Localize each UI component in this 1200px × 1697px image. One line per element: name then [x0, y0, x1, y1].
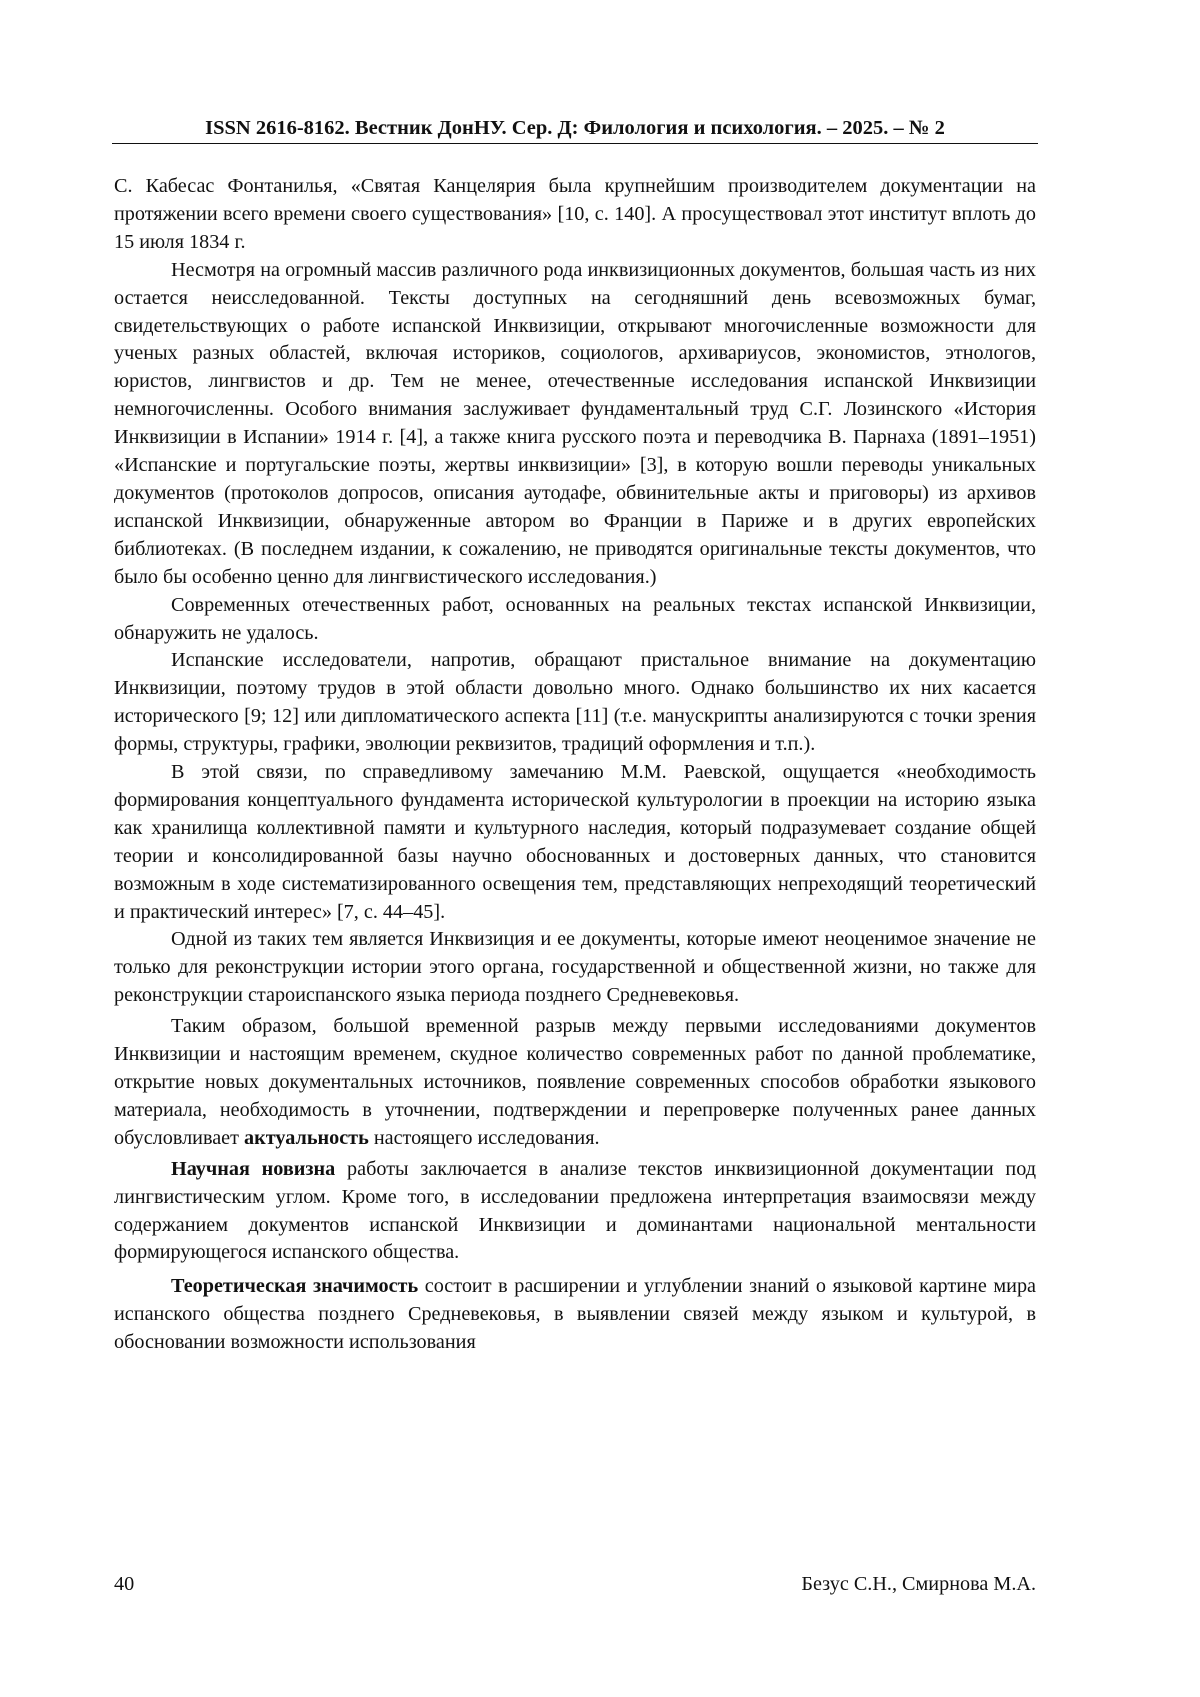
body-paragraph: С. Кабесас Фонтанилья, «Святая Канцелярия была крупнейшим производителем документации на протяжении всего времени своего существования» [10, с. 140]. А просуществовал этот институт вплоть до 15 июля 1834 г.	[114, 175, 1036, 253]
bold-term: Теоретическая значимость	[171, 1275, 419, 1298]
running-header: ISSN 2616-8162. Вестник ДонНУ. Сер. Д: Филология и психология. – 2025. – № 2	[205, 117, 945, 139]
page-number: 40	[114, 1573, 135, 1595]
body-paragraph: Современных отечественных работ, основанных на реальных текстах испанской Инквизиции, обнаружить не удалось.	[114, 593, 1036, 644]
bold-term: Научная новизна	[171, 1157, 336, 1180]
article-body	[114, 173, 1036, 1357]
body-paragraph	[114, 1013, 1036, 1153]
bold-term: актуальность	[244, 1126, 369, 1149]
paragraph-text: состоит в расширении и углублении знаний о языковой картине мира испанского общества позднего Средневековья, в выявлении связей между языком и культурой, в обосновании возможности использования	[114, 1275, 1036, 1354]
body-paragraph: Несмотря на огромный массив различного рода инквизиционных документов, большая часть из них остается неисследованной. Тексты доступных на сегодняшний день всевозможных бумаг, свидетельствующих о работе испанской Инквизиции, открывают многочисленные возможности для ученых разных областей, включая историков, социологов, архивариусов, экономистов, этнологов, юристов, лингвистов и др. Тем не менее, отечественные исследования испанской Инквизиции немногочисленны. Особого внимания заслуживает фундаментальный труд С.Г. Лозинского «История Инквизиции в Испании» 1914 г. [4], а также книга русского поэта и переводчика В. Парнаха (1891–1951) «Испанские и португальские поэты, жертвы инквизиции» [3], в которую вошли переводы уникальных документов (протоколов допросов, описания аутодафе, обвинительные акты и приговоры) из архивов испанской Инквизиции, обнаруженные автором во Франции в Париже и в других европейских библиотеках. (В последнем издании, к сожалению, не приводятся оригинальные тексты документов, что было бы особенно ценно для лингвистического исследования.)	[114, 258, 1036, 588]
body-paragraph	[114, 1156, 1036, 1268]
body-paragraph: В этой связи, по справедливому замечанию М.М. Раевской, ощущается «необходимость формирования концептуального фундамента исторической культурологии в проекции на историю языка как хранилища коллективной памяти и культурного наследия, который подразумевает создание общей теории и консолидированной базы научно обоснованных и достоверных данных, что становится возможным в ходе систематизированного освещения тем, представляющих непреходящий теоретический и практический интерес» [7, с. 44–45].	[114, 761, 1036, 923]
paragraph-text: работы заключается в анализе текстов инквизиционной документации под лингвистическим углом. Кроме того, в исследовании предложена интерпретация взаимосвязи между содержанием документов испанской Инквизиции и доминантами национальной ментальности формирующегося испанского общества.	[114, 1157, 1036, 1264]
body-paragraph	[114, 1273, 1036, 1357]
header-divider	[112, 143, 1038, 144]
body-paragraph: Одной из таких тем является Инквизиция и ее документы, которые имеют неоценимое значение не только для реконструкции истории этого органа, государственной и общественной жизни, но также для реконструкции староиспанского языка периода позднего Средневековья.	[114, 928, 1036, 1007]
body-paragraph: Испанские исследователи, напротив, обращают пристальное внимание на документацию Инквизиции, поэтому трудов в этой области довольно много. Однако большинство их них касается исторического [9; 12] или дипломатического аспекта [11] (т.е. манускрипты анализируются с точки зрения формы, структуры, графики, эволюции реквизитов, традиций оформления и т.п.).	[114, 649, 1036, 756]
paragraph-text: Таким образом, большой временной разрыв между первыми исследованиями документов Инквизиции и настоящим временем, скудное количество современных работ по данной проблематике, открытие новых документальных источников, появление современных способов обработки языкового материала, необходимость в уточнении, подтверждении и перепроверке полученных ранее данных обусловливает	[114, 1015, 1036, 1149]
footer-authors: Безус С.Н., Смирнова М.А.	[801, 1573, 1036, 1595]
paragraph-text: настоящего исследования.	[368, 1126, 600, 1149]
